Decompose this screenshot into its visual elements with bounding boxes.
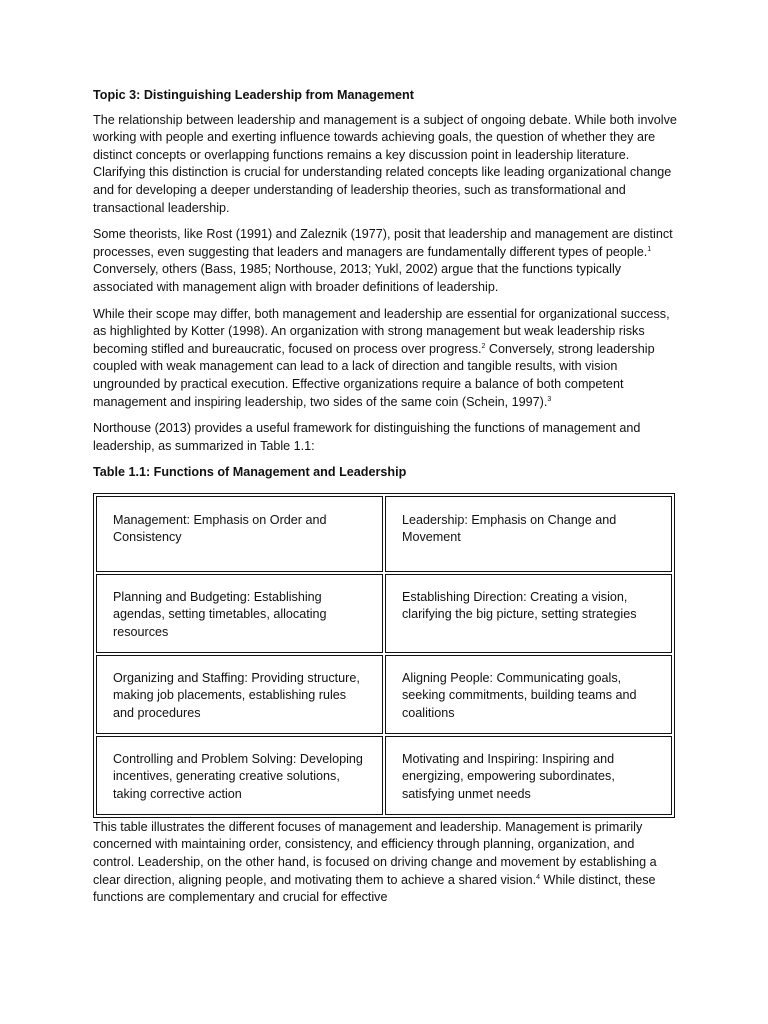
paragraph-theorists — [93, 226, 677, 296]
table-cell-leadership: Motivating and Inspiring: Inspiring and energizing, empowering subordinates, satisfying unmet needs — [385, 736, 672, 815]
table-cell-management: Controlling and Problem Solving: Developing incentives, generating creative solutions, taking corrective action — [96, 736, 383, 815]
document-page — [93, 87, 677, 916]
table-cell-leadership: Aligning People: Communicating goals, seeking commitments, building teams and coalitions — [385, 655, 672, 734]
functions-table — [93, 493, 675, 818]
paragraph-table-summary — [93, 819, 677, 907]
footnote-ref-1[interactable]: 1 — [647, 245, 652, 253]
paragraph-balance-text-b: Conversely, strong leadership coupled with weak management can lead to a lack of direction and tangible results, with vision ungrounded by practical execution. Effective organizations require a balance of both competent management and inspiring leadership, two sides of the same coin (Schein, 1997). — [93, 341, 655, 409]
table-cell-management: Planning and Budgeting: Establishing agendas, setting timetables, allocating resources — [96, 574, 383, 653]
table-cell-leadership: Establishing Direction: Creating a vision, clarifying the big picture, setting strategies — [385, 574, 672, 653]
paragraph-balance-text-a: While their scope may differ, both management and leadership are essential for organizational success, as highlighted by Kotter (1998). An organization with strong management but weak leadership risks becoming stifled and bureaucratic, focused on process over progress. — [93, 306, 670, 356]
table-caption: Table 1.1: Functions of Management and Leadership — [93, 465, 407, 480]
paragraph-theorists-text-a: Some theorists, like Rost (1991) and Zaleznik (1977), posit that leadership and management are distinct processes, even suggesting that leaders and managers are fundamentally different types of people. — [93, 227, 673, 259]
paragraph-balance — [93, 306, 677, 412]
table-header-leadership: Leadership: Emphasis on Change and Movement — [385, 496, 672, 572]
paragraph-table-summary-text-b: While distinct, these functions are complementary and crucial for effective — [93, 872, 656, 905]
topic-heading: Topic 3: Distinguishing Leadership from Management — [93, 88, 414, 102]
table-cell-management: Organizing and Staffing: Providing structure, making job placements, establishing rules and procedures — [96, 655, 383, 734]
paragraph-framework: Northouse (2013) provides a useful framework for distinguishing the functions of management and leadership, as summarized in Table 1.1: — [93, 421, 641, 453]
footnote-ref-3[interactable]: 3 — [547, 395, 552, 403]
table-header-management: Management: Emphasis on Order and Consistency — [96, 496, 383, 572]
footnote-ref-4[interactable]: 4 — [536, 873, 541, 881]
paragraph-intro: The relationship between leadership and management is a subject of ongoing debate. While both involve working with people and exerting influence towards achieving goals, the question of whether they are distinct concepts or overlapping functions remains a key discussion point in leadership literature. Clarifying this distinction is crucial for understanding related concepts like leading organizational change and for developing a deeper understanding of leadership theories, such as transformational and transactional leadership. — [93, 112, 677, 215]
paragraph-table-summary-text-a: This table illustrates the different focuses of management and leadership. Management is primarily concerned with maintaining order, consistency, and efficiency through planning, organization, and control. Leadership, on the other hand, is focused on driving change and movement by establishing a clear direction, aligning people, and motivating them to achieve a shared vision. — [93, 819, 657, 887]
footnote-ref-2[interactable]: 2 — [481, 342, 486, 350]
paragraph-theorists-text-b: Conversely, others (Bass, 1985; Northouse, 2013; Yukl, 2002) argue that the functions typically associated with management align with broader definitions of leadership. — [93, 262, 622, 294]
